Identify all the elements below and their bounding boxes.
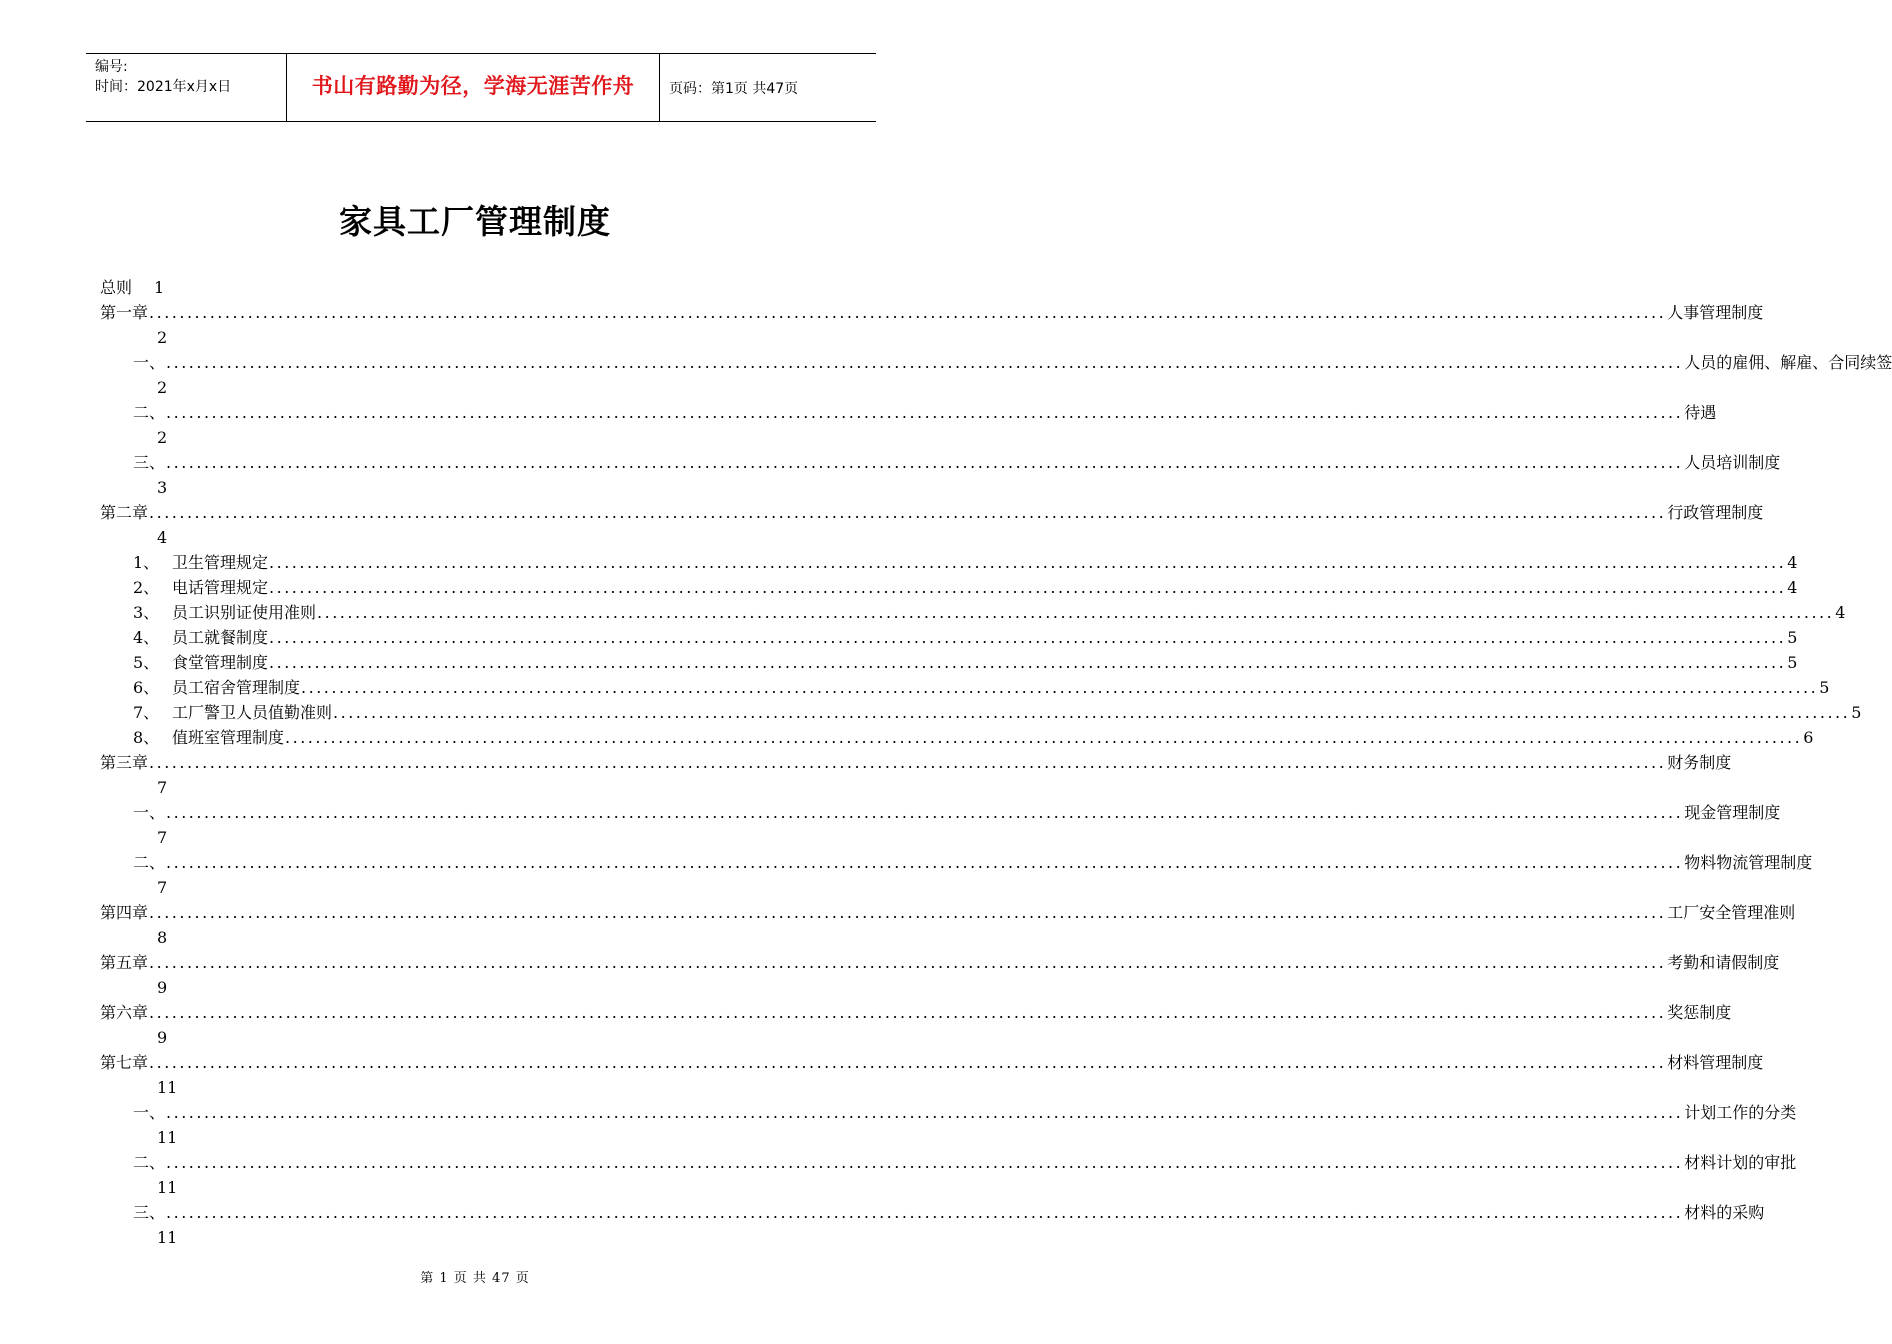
toc-leader: ........................................................................................................................................................................................................: [149, 303, 1667, 322]
toc-page: 5: [1851, 703, 1862, 722]
toc-entry-c2-i4[interactable]: [100, 625, 1798, 650]
toc-title: 人事管理制度: [1667, 303, 1764, 322]
header-number-label: 编号:: [95, 59, 128, 75]
toc-page: 11: [157, 1078, 178, 1097]
toc-leader: ........................................................................................................................................................................................................: [149, 753, 1667, 772]
toc-leader: ........................................................................................................................................................................................................: [149, 1003, 1667, 1022]
toc-page: 5: [1819, 678, 1830, 697]
toc-number: 4、: [133, 628, 160, 647]
toc-leader: ........................................................................................................................................................................................................: [285, 728, 1803, 747]
toc-leader: ........................................................................................................................................................................................................: [166, 1103, 1684, 1122]
toc-number: 6、: [133, 678, 160, 697]
toc-label: 第六章: [100, 1003, 149, 1022]
toc-number: 1、: [133, 553, 160, 572]
toc-title: 员工就餐制度: [172, 628, 269, 647]
toc-page: 6: [1803, 728, 1814, 747]
toc-page: 1: [154, 278, 165, 297]
toc-title: 考勤和请假制度: [1667, 953, 1780, 972]
toc-title: 卫生管理规定: [172, 553, 269, 572]
toc-page: 4: [1787, 578, 1798, 597]
toc-number: 2、: [133, 578, 160, 597]
toc-title: 奖惩制度: [1667, 1003, 1732, 1022]
toc-number: 3、: [133, 603, 160, 622]
toc-number: 8、: [133, 728, 160, 747]
toc-number: 5、: [133, 653, 160, 672]
toc-title: 员工宿舍管理制度: [172, 678, 301, 697]
toc-leader: ........................................................................................................................................................................................................: [166, 453, 1684, 472]
toc-title: 值班室管理制度: [172, 728, 285, 747]
toc-title: 材料计划的审批: [1684, 1153, 1797, 1172]
header-page-info: 页码：第1页 共47页: [669, 81, 799, 97]
toc-title: 计划工作的分类: [1684, 1103, 1797, 1122]
toc-title: 电话管理规定: [172, 578, 269, 597]
toc-leader: ........................................................................................................................................................................................................: [269, 578, 1787, 597]
toc-label: 第五章: [100, 953, 149, 972]
toc-leader: ........................................................................................................................................................................................................: [269, 553, 1787, 572]
table-of-contents: [100, 275, 1892, 1250]
toc-page: 4: [1787, 553, 1798, 572]
toc-label: 二、: [133, 853, 166, 872]
toc-label: 二、: [133, 1153, 166, 1172]
toc-entry-c2-i8[interactable]: [100, 725, 1814, 750]
toc-entry-general[interactable]: [100, 275, 868, 300]
toc-entry-c2-i5[interactable]: [100, 650, 1798, 675]
toc-page: 5: [1787, 653, 1798, 672]
toc-leader: ........................................................................................................................................................................................................: [301, 678, 1819, 697]
toc-label: 三、: [133, 453, 166, 472]
toc-page: 3: [157, 478, 168, 497]
toc-title: 人员培训制度: [1684, 453, 1781, 472]
toc-entry-chapter7[interactable]: [100, 1050, 1764, 1075]
toc-label: 第一章: [100, 303, 149, 322]
toc-title: 待遇: [1684, 403, 1717, 422]
toc-page: 8: [157, 928, 168, 947]
toc-leader: ........................................................................................................................................................................................................: [166, 853, 1684, 872]
toc-page: 5: [1787, 628, 1798, 647]
toc-entry-c3-s2[interactable]: [100, 850, 1813, 875]
toc-entry-c7-s3[interactable]: [100, 1200, 1765, 1225]
toc-leader: ........................................................................................................................................................................................................: [269, 653, 1787, 672]
toc-title: 材料管理制度: [1667, 1053, 1764, 1072]
toc-number: 7、: [133, 703, 160, 722]
toc-page: 4: [157, 528, 168, 547]
toc-leader: ........................................................................................................................................................................................................: [149, 503, 1667, 522]
toc-page: 11: [157, 1178, 178, 1197]
toc-page: 7: [157, 878, 168, 897]
toc-label: 总则: [100, 278, 133, 297]
toc-label: 一、: [133, 803, 166, 822]
toc-page: 11: [157, 1228, 178, 1247]
toc-leader: ........................................................................................................................................................................................................: [149, 1053, 1667, 1072]
toc-title: 员工识别证使用准则: [172, 603, 317, 622]
toc-entry-c1-s3[interactable]: [100, 450, 1781, 475]
toc-entry-c2-i6[interactable]: [100, 675, 1830, 700]
toc-entry-c1-s1[interactable]: [100, 350, 1892, 375]
toc-page: 11: [157, 1128, 178, 1147]
toc-title: 材料的采购: [1684, 1203, 1765, 1222]
toc-label: 第四章: [100, 903, 149, 922]
toc-page: 9: [157, 978, 168, 997]
toc-label: 第七章: [100, 1053, 149, 1072]
document-title: 家具工厂管理制度: [339, 202, 611, 241]
toc-leader: ........................................................................................................................................................................................................: [317, 603, 1835, 622]
toc-leader: ........................................................................................................................................................................................................: [333, 703, 1851, 722]
header-top-rule: [86, 53, 876, 54]
header-divider-right: [659, 53, 660, 122]
toc-page: 2: [157, 328, 168, 347]
toc-entry-c7-s1[interactable]: [100, 1100, 1797, 1125]
toc-label: 二、: [133, 403, 166, 422]
toc-page: 7: [157, 828, 168, 847]
toc-title: 食堂管理制度: [172, 653, 269, 672]
toc-label: 三、: [133, 1203, 166, 1222]
toc-leader: ........................................................................................................................................................................................................: [166, 1153, 1684, 1172]
header-bottom-rule: [86, 121, 876, 122]
toc-entry-c3-s1[interactable]: [100, 800, 1781, 825]
toc-title: 人员的雇佣、解雇、合同续签: [1684, 353, 1892, 372]
toc-label: 一、: [133, 1103, 166, 1122]
toc-entry-c2-i1[interactable]: [100, 550, 1798, 575]
toc-title: 现金管理制度: [1684, 803, 1781, 822]
toc-entry-chapter3[interactable]: [100, 750, 1732, 775]
toc-page: 4: [1835, 603, 1846, 622]
toc-entry-c2-i2[interactable]: [100, 575, 1798, 600]
toc-leader: ........................................................................................................................................................................................................: [149, 953, 1667, 972]
header-motto: 书山有路勤为径，学海无涯苦作舟: [311, 74, 635, 98]
toc-title: 工厂安全管理准则: [1667, 903, 1796, 922]
toc-entry-chapter5[interactable]: [100, 950, 1780, 975]
toc-leader: ........................................................................................................................................................................................................: [166, 353, 1684, 372]
toc-leader: ........................................................................................................................................................................................................: [166, 803, 1684, 822]
toc-entry-c2-i7[interactable]: [100, 700, 1862, 725]
toc-entry-c1-s2[interactable]: [100, 400, 1717, 425]
header-time-label: 时间：2021年x月x日: [95, 79, 232, 95]
toc-leader: ........................................................................................................................................................................................................: [166, 1203, 1684, 1222]
toc-entry-chapter4[interactable]: [100, 900, 1796, 925]
toc-title: 财务制度: [1667, 753, 1732, 772]
toc-entry-chapter1[interactable]: [100, 300, 1764, 325]
toc-leader: ........................................................................................................................................................................................................: [166, 403, 1684, 422]
toc-page: 9: [157, 1028, 168, 1047]
toc-entry-chapter2[interactable]: [100, 500, 1764, 525]
page-footer: 第 1 页 共 47 页: [420, 1271, 530, 1286]
toc-title: 工厂警卫人员值勤准则: [172, 703, 333, 722]
toc-title: 物料物流管理制度: [1684, 853, 1813, 872]
toc-label: 第三章: [100, 753, 149, 772]
toc-entry-c2-i3[interactable]: [100, 600, 1846, 625]
toc-title: 行政管理制度: [1667, 503, 1764, 522]
toc-page: 7: [157, 778, 168, 797]
toc-leader: ........................................................................................................................................................................................................: [149, 903, 1667, 922]
toc-entry-chapter6[interactable]: [100, 1000, 1732, 1025]
toc-entry-c7-s2[interactable]: [100, 1150, 1797, 1175]
toc-page: 2: [157, 378, 168, 397]
toc-page: 2: [157, 428, 168, 447]
toc-label: 第二章: [100, 503, 149, 522]
header-meta: [95, 57, 231, 97]
toc-leader: ........................................................................................................................................................................................................: [269, 628, 1787, 647]
toc-label: 一、: [133, 353, 166, 372]
